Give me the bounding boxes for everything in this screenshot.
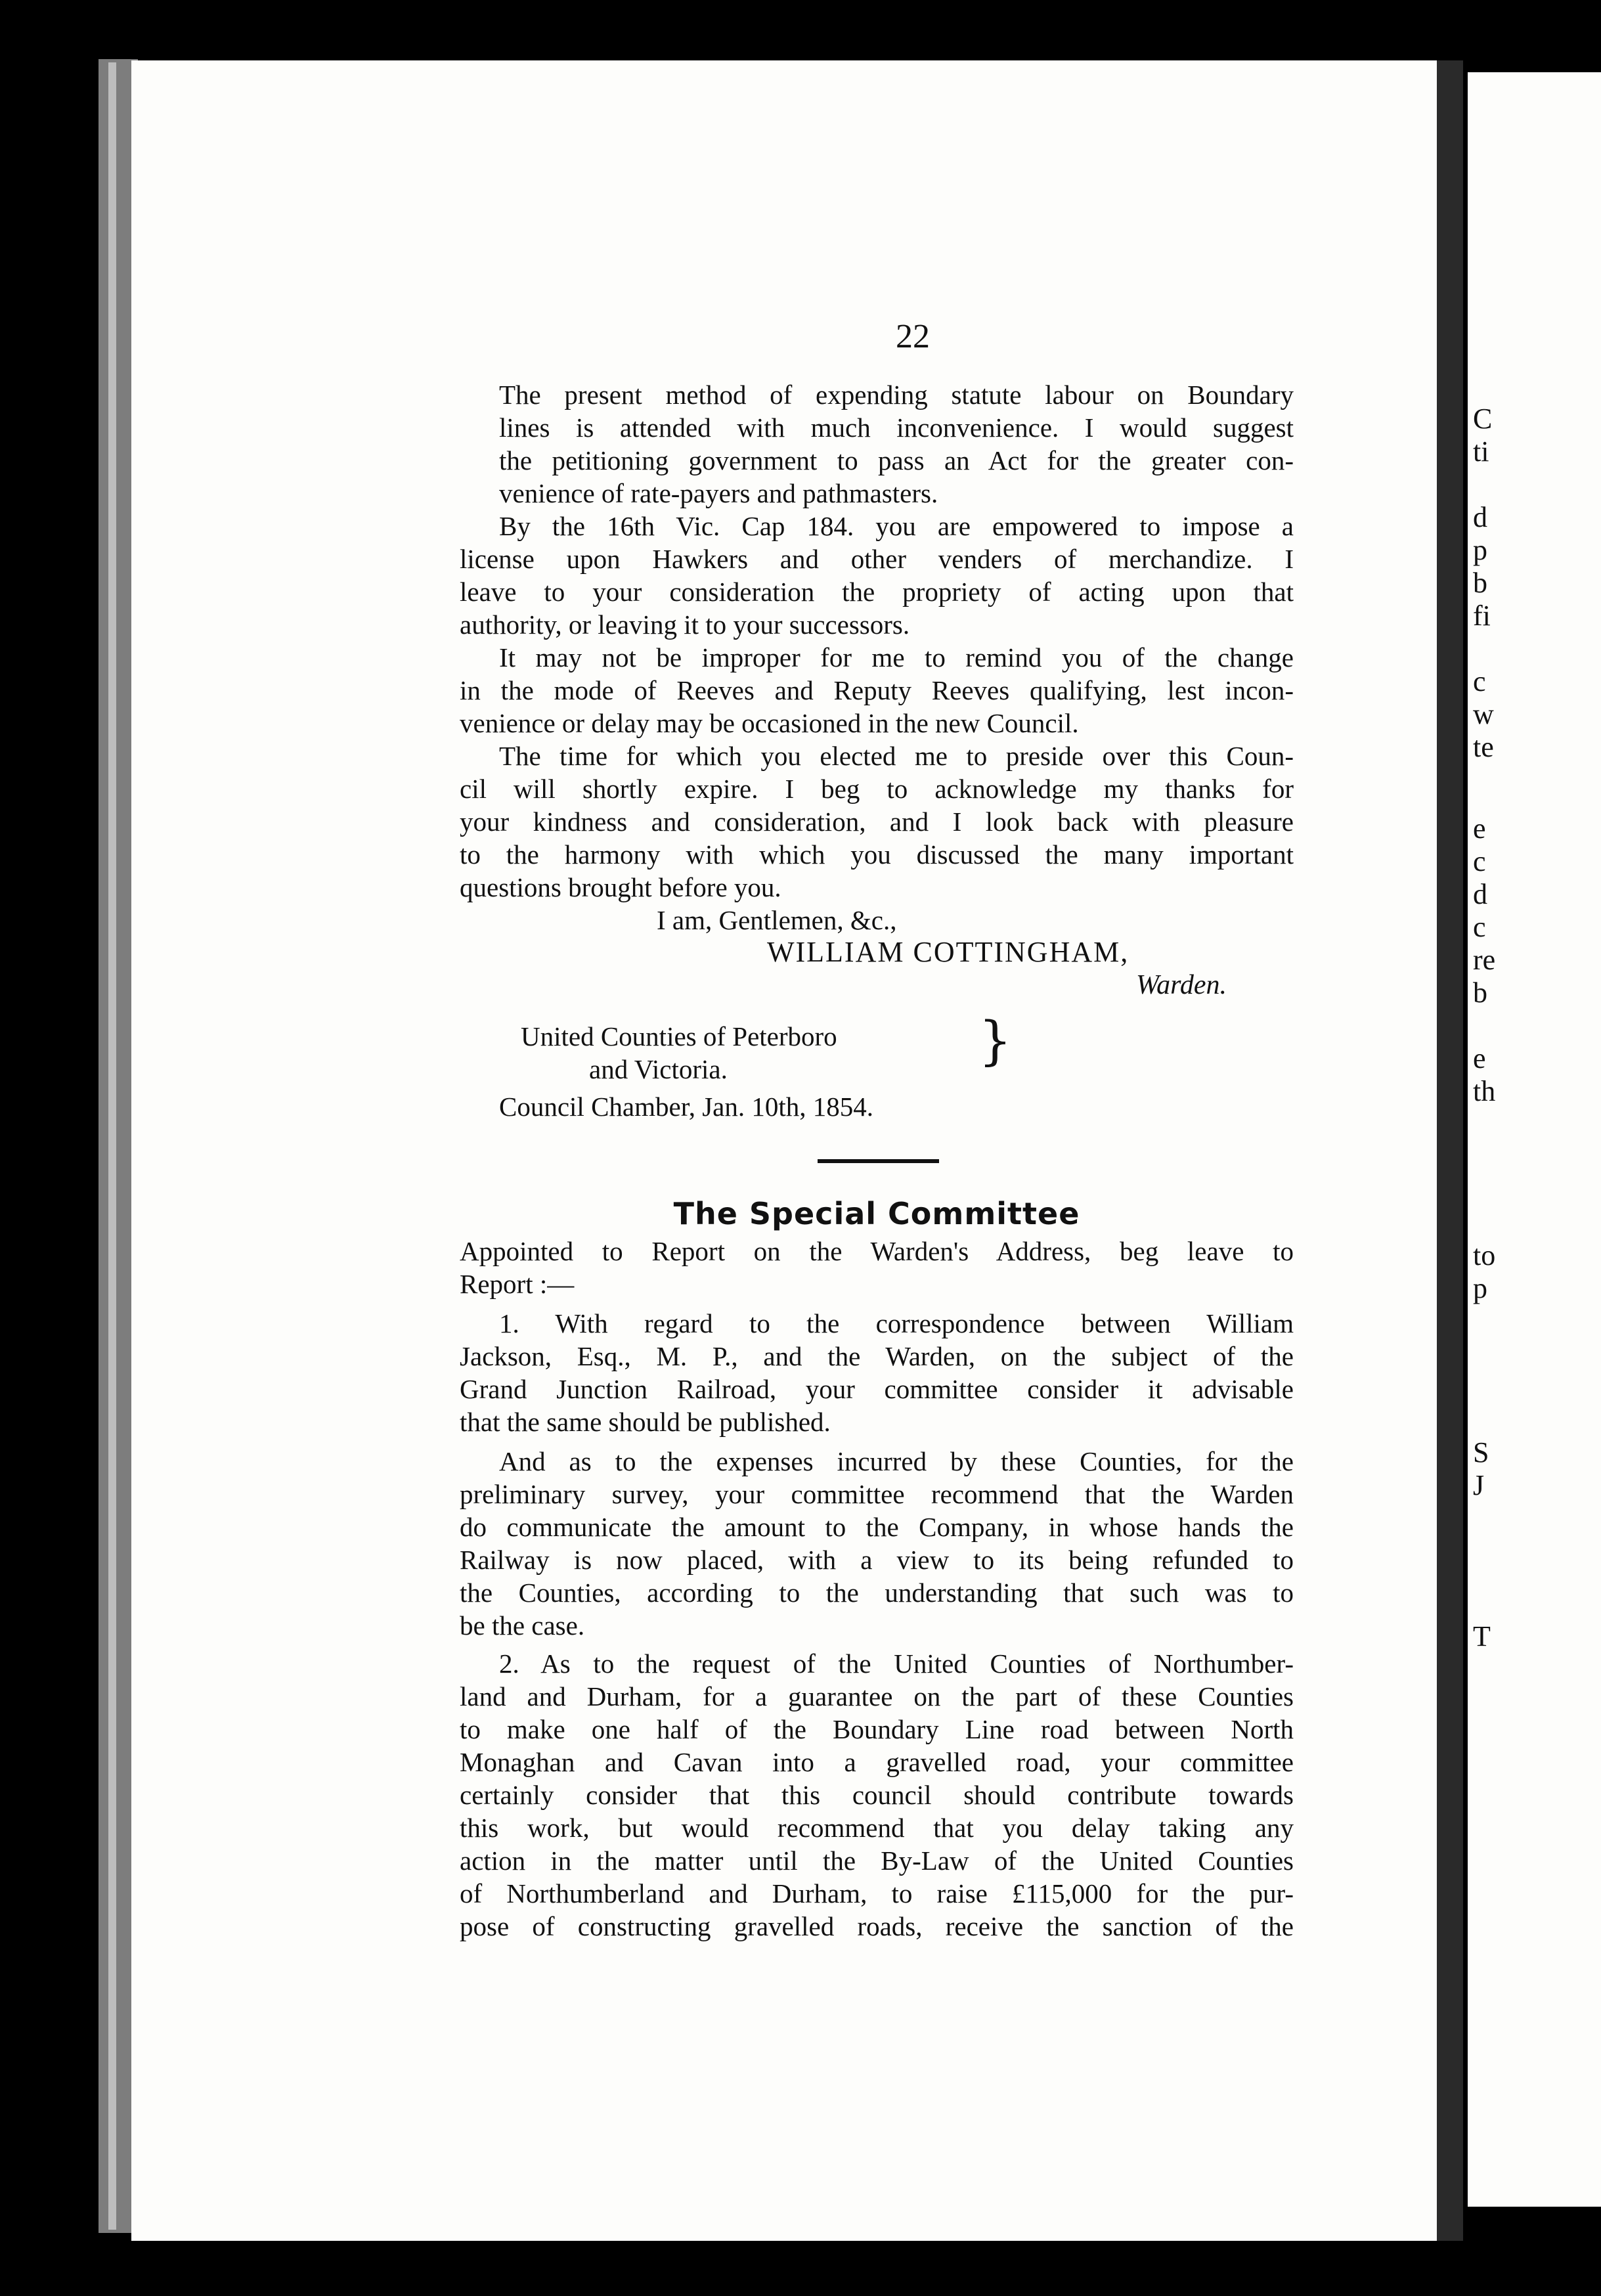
text-line: action in the matter until the By-Law of the United Counties xyxy=(460,1845,1294,1876)
text-line: By the 16th Vic. Cap 184. you are empowered to impose a xyxy=(499,511,1294,541)
text-line: venience of rate-payers and pathmasters. xyxy=(499,478,938,508)
fragment-text: ti xyxy=(1473,435,1489,468)
paragraph xyxy=(460,378,1294,510)
text-line: this work, but would recommend that you delay taking any xyxy=(460,1813,1294,1843)
paragraph xyxy=(460,641,1294,740)
fragment-text: c xyxy=(1473,911,1486,943)
fragment-text: te xyxy=(1473,731,1494,763)
brace-symbol: } xyxy=(978,1010,1012,1071)
fragment-text: b xyxy=(1473,977,1487,1009)
fragment-text: re xyxy=(1473,944,1496,976)
text-line: land and Durham, for a guarantee on the part of these Counties xyxy=(460,1681,1294,1711)
text-line: lines is attended with much inconvenience. I would suggest xyxy=(499,412,1294,443)
fragment-text: p xyxy=(1473,534,1487,566)
text-line: certainly consider that this council should contribute towards xyxy=(460,1780,1294,1810)
text-line: leave to your consideration the propriety of acting upon that xyxy=(460,577,1294,607)
fragment-text: c xyxy=(1473,845,1486,877)
text-line: And as to the expenses incurred by these Counties, for the xyxy=(499,1446,1294,1476)
text-line: do communicate the amount to the Company, in whose hands the xyxy=(460,1512,1294,1542)
text-line: to the harmony with which you discussed the many important xyxy=(460,839,1294,870)
text-line: your kindness and consideration, and I look back with pleasure xyxy=(460,806,1294,837)
paragraph xyxy=(460,1235,1294,1300)
fragment-text: fi xyxy=(1473,600,1491,632)
fragment-text: b xyxy=(1473,567,1487,599)
section-divider xyxy=(818,1159,939,1163)
fragment-text: C xyxy=(1473,403,1493,435)
fragment-text: T xyxy=(1473,1620,1491,1652)
date-line: Council Chamber, Jan. 10th, 1854. xyxy=(499,1092,874,1122)
fragment-text: d xyxy=(1473,878,1487,910)
text-line: The time for which you elected me to preside over this Coun- xyxy=(499,741,1294,771)
section-heading: The Special Committee xyxy=(673,1196,1080,1231)
text-line: that the same should be published. xyxy=(460,1407,831,1437)
paragraph xyxy=(460,740,1294,904)
fragment-text: c xyxy=(1473,665,1486,697)
paragraph xyxy=(460,1445,1294,1642)
fragment-text: d xyxy=(1473,501,1487,533)
text-line: preliminary survey, your committee recommend that the Warden xyxy=(460,1479,1294,1509)
text-line: be the case. xyxy=(460,1610,585,1641)
paragraph xyxy=(460,1647,1294,1943)
text-line: venience or delay may be occasioned in the new Council. xyxy=(460,708,1079,738)
text-line: Jackson, Esq., M. P., and the Warden, on the subject of the xyxy=(460,1341,1294,1371)
closing-salutation: I am, Gentlemen, &c., xyxy=(657,905,897,935)
paragraph xyxy=(460,510,1294,641)
text-line: the Counties, according to the understanding that such was to xyxy=(460,1578,1294,1608)
text-line: to make one half of the Boundary Line road between North xyxy=(460,1714,1294,1744)
text-line: cil will shortly expire. I beg to acknowledge my thanks for xyxy=(460,774,1294,804)
text-line: license upon Hawkers and other venders of merchandize. I xyxy=(460,544,1294,574)
text-line: Railway is now placed, with a view to its being refunded to xyxy=(460,1545,1294,1575)
text-line: pose of constructing gravelled roads, receive the sanction of the xyxy=(460,1911,1294,1941)
text-line: 2. As to the request of the United Counties of Northumber- xyxy=(499,1648,1294,1679)
paragraph xyxy=(460,1307,1294,1438)
fragment-text: p xyxy=(1473,1272,1487,1304)
text-line: of Northumberland and Durham, to raise £115,000 for the pur- xyxy=(460,1878,1294,1909)
book-gutter xyxy=(1437,60,1463,2241)
text-line: Monaghan and Cavan into a gravelled road, your committee xyxy=(460,1747,1294,1777)
fragment-text: th xyxy=(1473,1075,1496,1107)
fragment-text: e xyxy=(1473,1042,1486,1074)
text-line: 1. With regard to the correspondence between William xyxy=(499,1308,1294,1338)
signature-name: WILLIAM COTTINGHAM, xyxy=(767,936,1129,968)
fragment-text: to xyxy=(1473,1239,1496,1271)
text-line: Appointed to Report on the Warden's Address, beg leave to xyxy=(460,1236,1294,1266)
text-line: the petitioning government to pass an Act for the greater con- xyxy=(499,445,1294,475)
text-line: questions brought before you. xyxy=(460,872,781,902)
page-stack-edge-highlight xyxy=(108,62,116,2230)
signature-title: Warden. xyxy=(1136,970,1227,1000)
text-line: in the mode of Reeves and Reputy Reeves qualifying, lest incon- xyxy=(460,675,1294,705)
text-line: authority, or leaving it to your successors. xyxy=(460,609,910,640)
text-line: It may not be improper for me to remind you of the change xyxy=(499,642,1294,673)
text-line: Report :— xyxy=(460,1269,575,1299)
fragment-text: e xyxy=(1473,812,1486,845)
fragment-text: J xyxy=(1473,1469,1485,1501)
adjacent-page-fragment xyxy=(1468,72,1601,2207)
text-line: Grand Junction Railroad, your committee consider it advisable xyxy=(460,1374,1294,1404)
page-number: 22 xyxy=(896,318,930,355)
fragment-text: w xyxy=(1473,698,1494,730)
fragment-text: S xyxy=(1473,1436,1489,1468)
place-line: and Victoria. xyxy=(589,1054,728,1084)
place-line: United Counties of Peterboro xyxy=(521,1021,837,1051)
text-line: The present method of expending statute labour on Boundary xyxy=(499,380,1294,410)
